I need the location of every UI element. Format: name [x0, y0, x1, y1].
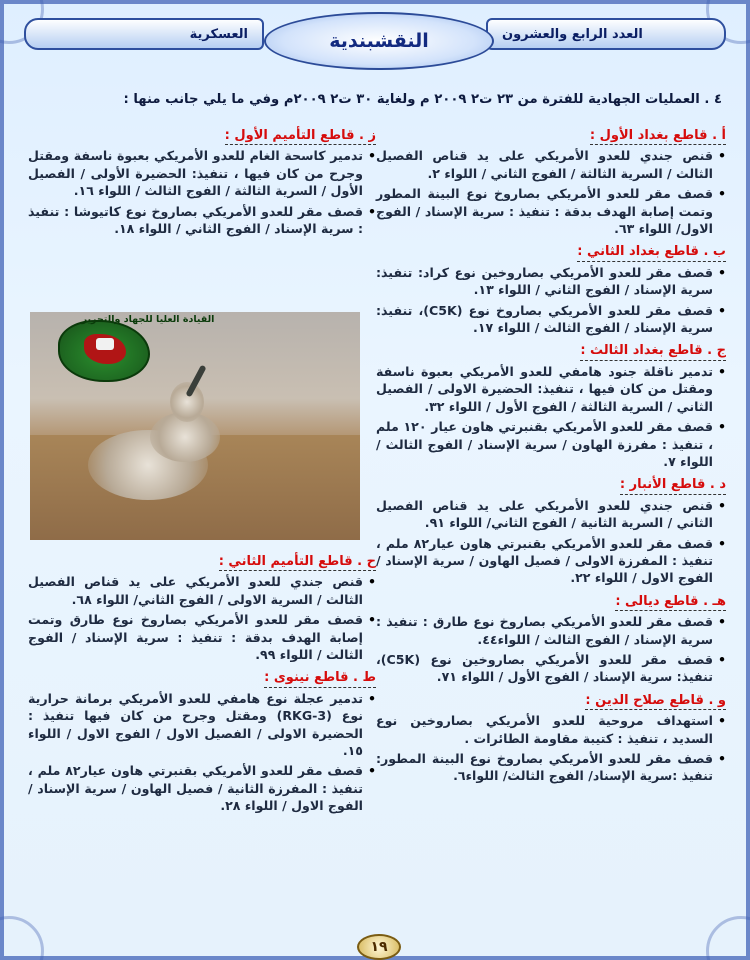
- operation-item: • قصف مقر للعدو الأمريكي بصاروخين نوع (C5K)، تنفيذ: سرية الإسناد / الفوج الأول / اللواء ٧١.: [376, 651, 726, 686]
- operation-item: • تدمير عجلة نوع هامفي للعدو الأمريكي برمانة حرارية نوع (RKG-3) ومقتل وجرح من كان فيها تنفيذ : الحضيرة الاولى / الفصيل الاول / الفوج الاول / اللواء ١٥.: [28, 690, 376, 760]
- page-number: [357, 934, 401, 960]
- operation-item: • قصف مقر للعدو الأمريكي بصاروخ نوع البينة المطور: تنفيذ :سرية الإسناد/ الفوج الثالث/ اللواء٦.: [376, 750, 726, 785]
- section-heading: و . قاطع صلاح الدين :: [585, 692, 726, 710]
- intro-line: ٤ . العمليات الجهادية للفترة من ٢٣ ت٢ ٢٠٠٩ م ولغاية ٣٠ ت٢ ٢٠٠٩م وفي ما يلي جانب منها :: [123, 92, 722, 107]
- rocket-launch-photo: [30, 312, 360, 540]
- issue-ribbon: [486, 18, 726, 50]
- corner-ornament: [706, 916, 750, 960]
- operation-item: • قصف مقر للعدو الأمريكي بصاروخ نوع كاتيوشا : تنفيذ : سرية الإسناد / الفوج الثاني / اللواء ١٨.: [28, 203, 376, 238]
- corner-ornament: [0, 916, 44, 960]
- left-top-column: [28, 124, 376, 240]
- section-heading: ط . قاطع نينوى :: [264, 669, 376, 687]
- flag-icon: [96, 338, 114, 350]
- smoke-trail: [170, 382, 204, 422]
- emblem-logo: [58, 320, 150, 382]
- left-bottom-column: [28, 550, 376, 818]
- logo-text: القيادة العليا للجهاد والتحرير: [81, 314, 215, 325]
- section-heading: ز . قاطع التأميم الأول :: [225, 127, 376, 145]
- operation-item: • تدمير كاسحة الغام للعدو الأمريكي بعبوة ناسفة ومقتل وجرح من كان فيها ، تنفيذ: الحضيرة الأولى / الفصيل الأول / السرية الثالثة / الفوج الثالث / اللواء ١٦.: [28, 147, 376, 199]
- section-heading: د . قاطع الأنبار :: [620, 476, 726, 494]
- section-heading: أ . قاطع بغداد الأول :: [590, 127, 726, 145]
- operation-item: • قصف مقر للعدو الأمريكي بصاروخين نوع كراد: تنفيذ: سرية الإسناد / الفوج الثاني / اللواء ١٣.: [376, 264, 726, 299]
- section-heading: ج . قاطع بغداد الثالث :: [580, 342, 726, 360]
- operation-item: • قنص جندي للعدو الأمريكي على يد قناص الفصيل الثالث / السرية الثالثة / الفوج الثاني / اللواء ٢.: [376, 147, 726, 182]
- section-ribbon: [24, 18, 264, 50]
- operation-item: • قصف مقر للعدو الأمريكي بصاروخ نوع (C5K)، تنفيذ: سرية الإسناد / الفوج الثالث / اللواء ١٧.: [376, 302, 726, 337]
- issue-label: العدد الرابع والعشرون: [502, 26, 643, 42]
- magazine-badge: [264, 12, 494, 70]
- operation-item: • قصف مقر للعدو الأمريكي بصاروخ نوع طارق وتمت إصابة الهدف بدقة : تنفيذ : سرية الإسناد / الفوج الثالث / اللواء ٩٩.: [28, 611, 376, 663]
- operation-item: • قصف مقر للعدو الأمريكي بصاروخ نوع البينة المطور وتمت إصابة الهدف بدقة : تنفيذ : سرية الإسناد / الفوج الاول/ اللواء ٦٣.: [376, 185, 726, 237]
- operation-item: • قصف مقر للعدو الأمريكي بقنبرتي هاون عيار٨٢ ملم ، تنفيذ : المفرزة الثانية / فصيل الهاون / سرية الإسناد / الفوج الاول / اللواء ٢٨.: [28, 762, 376, 814]
- section-label: العسكرية: [189, 26, 248, 42]
- badge-title: النقشبندية: [329, 30, 429, 52]
- operation-item: • قنص جندي للعدو الأمريكي على يد قناص الفصيل الثاني / السرية الثانية / الفوج الثاني/ اللواء ٩١.: [376, 497, 726, 532]
- operation-item: • قصف مقر للعدو الأمريكي بصاروخ نوع طارق : تنفيذ : سرية الإسناد / الفوج الثالث / اللواء٤٤.: [376, 613, 726, 648]
- operation-item: • قصف مقر للعدو الأمريكي بقنبرتي هاون عيار ١٢٠ ملم ، تنفيذ : مفرزة الهاون / سرية الإسناد / الفوج الثالث / اللواء ٧.: [376, 418, 726, 470]
- operation-item: • قنص جندي للعدو الأمريكي على يد قناص الفصيل الثالث / السرية الاولى / الفوج الثاني/ اللواء ٦٨.: [28, 573, 376, 608]
- operation-item: • استهداف مروحية للعدو الأمريكي بصاروخين نوع السديد ، تنفيذ : كتيبة مقاومة الطائرات .: [376, 712, 726, 747]
- section-heading: ح . قاطع التأميم الثاني :: [219, 553, 376, 571]
- operation-item: • تدمير ناقلة جنود هامفي للعدو الأمريكي بعبوة ناسفة ومقتل من كان فيها ، تنفيذ: الحضيرة الاولى / الفصيل الثاني / السرية الثالثة / الفوج الأول / اللواء ٣٢.: [376, 363, 726, 415]
- operation-item: • قصف مقر للعدو الأمريكي بقنبرتي هاون عيار٨٢ ملم ، تنفيذ : المفرزة الاولى / فصيل الهاون / سرية الإسناد / الفوج الاول / اللواء ٢٢.: [376, 535, 726, 587]
- right-column: [376, 124, 726, 788]
- page-number-label: ١٩: [370, 939, 388, 955]
- section-heading: ب . قاطع بغداد الثاني :: [577, 243, 726, 261]
- section-heading: هـ . قاطع ديالى :: [615, 593, 726, 611]
